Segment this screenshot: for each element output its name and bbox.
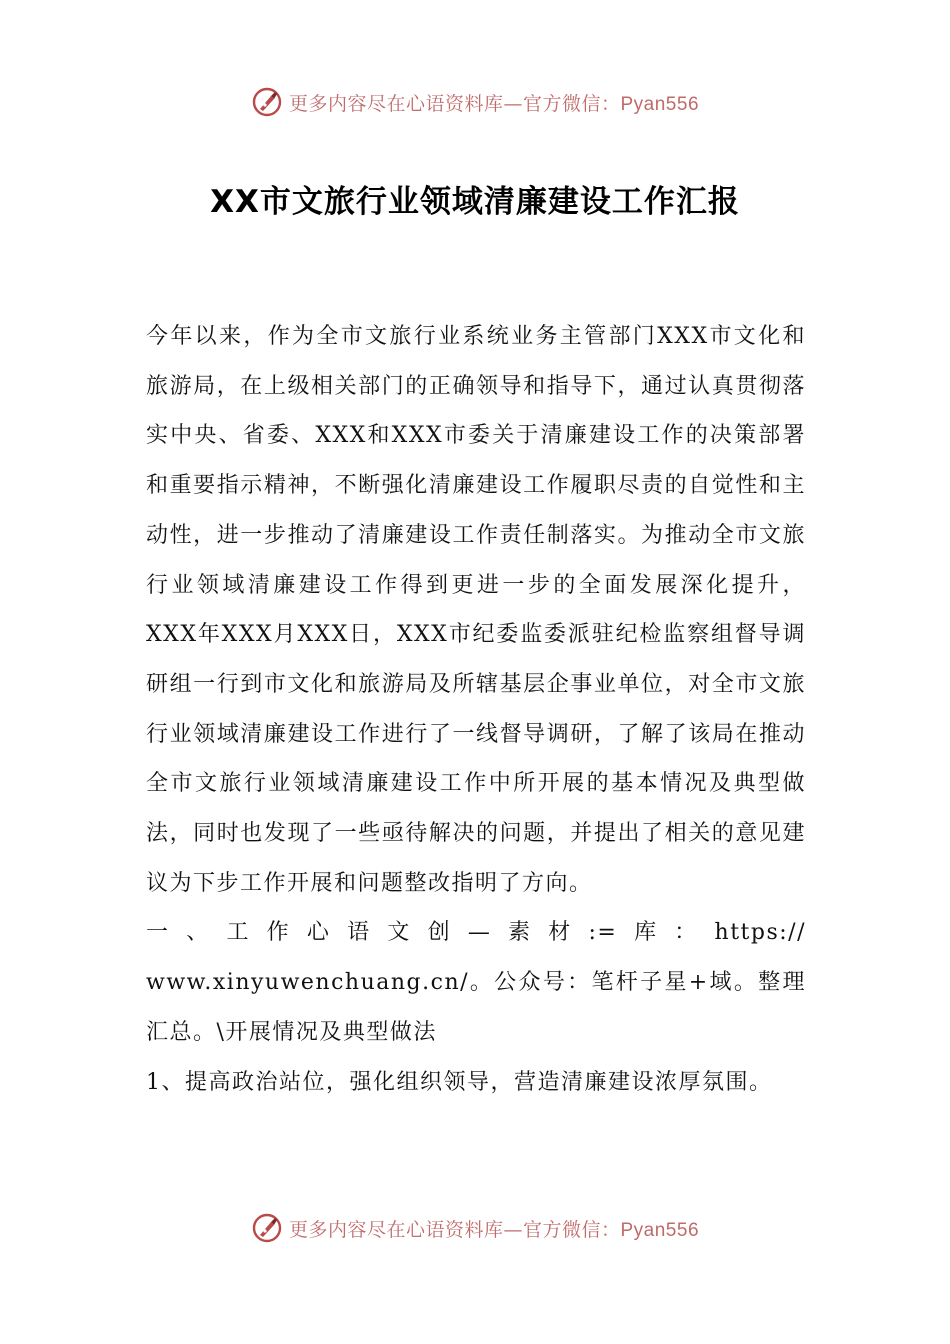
pen-nib-logo-icon [251,86,283,118]
watermark-wechat-id: Pyan556 [620,1219,700,1241]
list-item-1: 1、提高政治站位，强化组织领导，营造清廉建设浓厚氛围。 [146,1069,773,1095]
document-title: XX市文旅行业领域清廉建设工作汇报 [210,184,740,220]
footer-watermark [0,1212,950,1244]
watermark-wechat-label: 官方微信： [522,92,621,115]
watermark-wechat-label: 官方微信： [522,1218,621,1241]
watermark-site-text: 更多内容尽在心语资料库 [288,92,504,115]
watermark-dash: — [503,1218,523,1241]
section-heading-line2: www.xinyuwenchuang.cn/。公众号：笔杆子星+域。整理汇总。\开展情况及典型做法 [146,970,806,1045]
header-watermark [0,86,950,118]
watermark-dash: — [503,92,523,115]
intro-paragraph: 今年以来，作为全市文旅行业系统业务主管部门XXX市文化和旅游局，在上级相关部门的正确领导和指导下，通过认真贯彻落实中央、省委、XXX和XXX市委关于清廉建设工作的决策部署和重要指示精神，不断强化清廉建设工作履职尽责的自觉性和主动性，进一步推动了清廉建设工作责任制落实。为推动全市文旅行业领域清廉建设工作得到更进一步的全面发展深化提升，XXX年XXX月XXX日，XXX市纪委监委派驻纪检监察组督导调研组一行到市文化和旅游局及所辖基层企事业单位，对全市文旅行业领域清廉建设工作进行了一线督导调研，了解了该局在推动全市文旅行业领域清廉建设工作中所开展的基本情况及典型做法，同时也发现了一些亟待解决的问题，并提出了相关的意见建议为下步工作开展和问题整改指明了方向。 [146,324,806,896]
watermark-wechat-id: Pyan556 [620,93,700,115]
pen-nib-logo-icon [251,1212,283,1244]
document-body [146,312,806,1107]
section-heading-line1: 一、工作心语文创—素材:=库：https:// [146,920,806,946]
watermark-site-text: 更多内容尽在心语资料库 [288,1218,504,1241]
